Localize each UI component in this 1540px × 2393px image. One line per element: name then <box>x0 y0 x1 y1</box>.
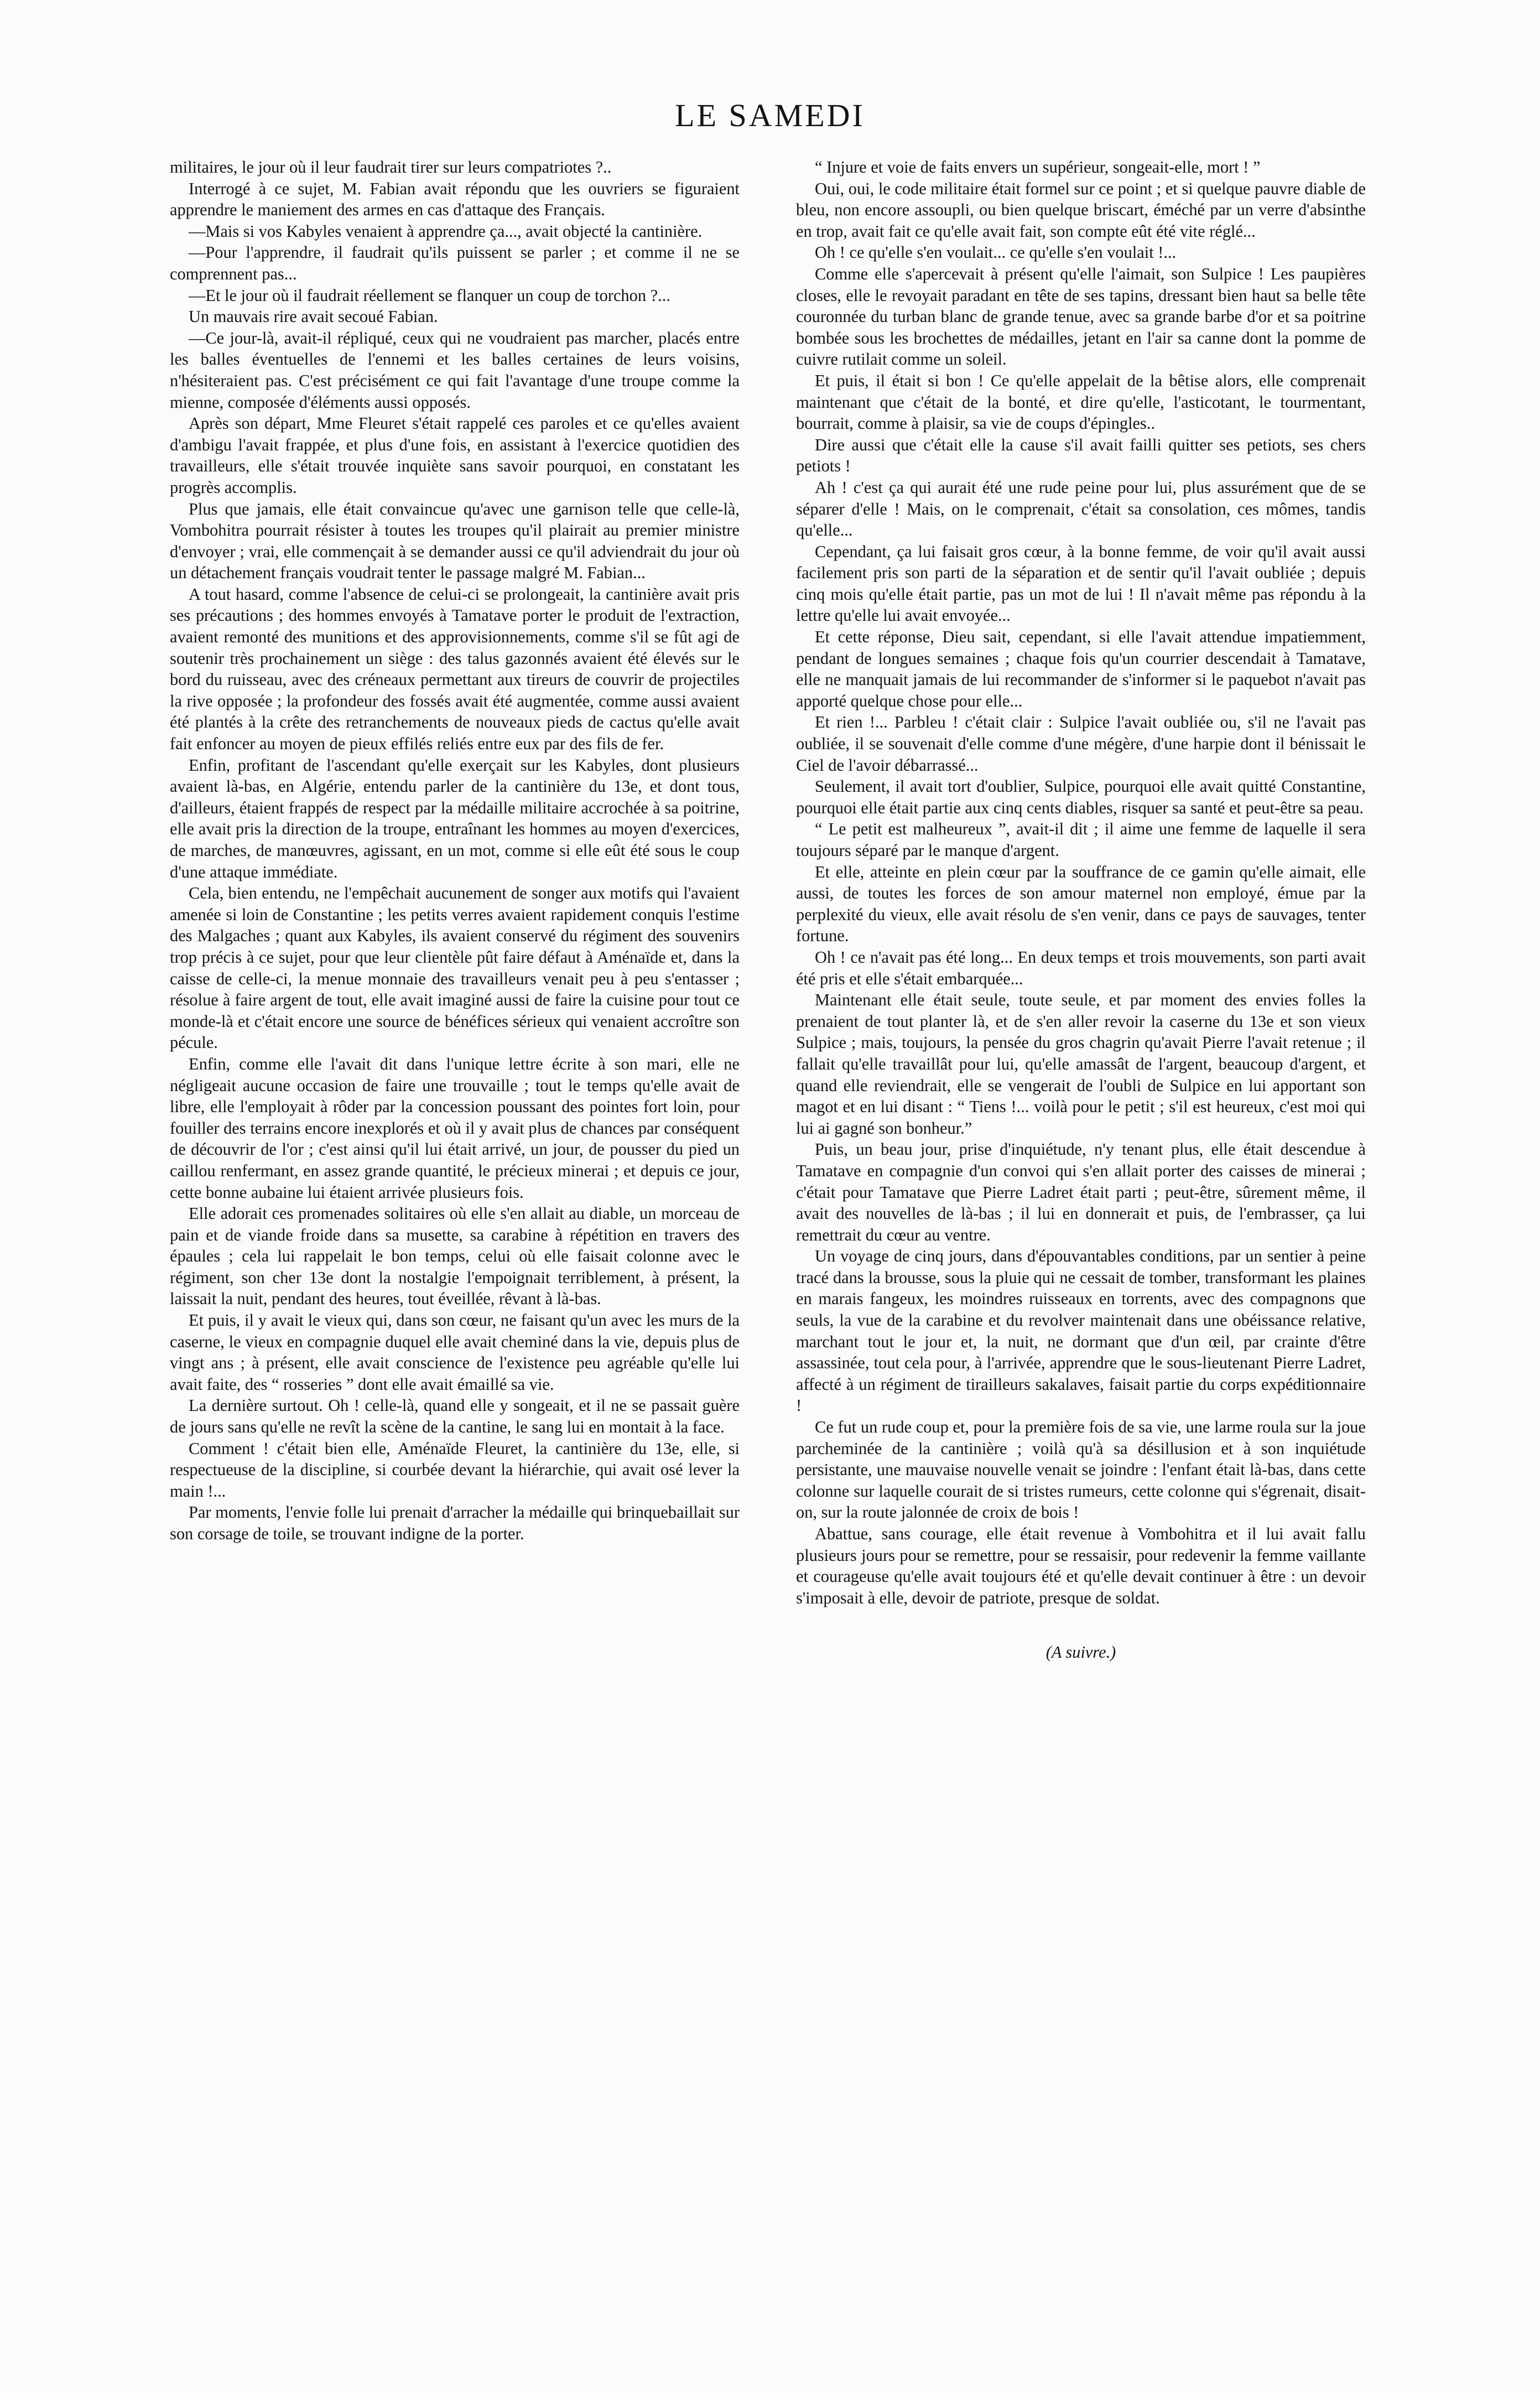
paragraph: Un mauvais rire avait secoué Fabian. <box>189 307 438 326</box>
paragraph: Et puis, il était si bon ! Ce qu'elle appelait de la bêtise alors, elle comprenait maintenant que c'était de la bonté, et dire qu'elle, l'asticotant, le tourmentant, bourrait, comme à plaisir, sa vie de coups d'épingles.. <box>796 371 1366 433</box>
paragraph: La dernière surtout. Oh ! celle-là, quand elle y songeait, et il ne se passait guère de jours sans qu'elle ne revît la scène de la cantine, le sang lui en montait à la face. <box>170 1396 740 1437</box>
paragraph: militaires, le jour où il leur faudrait tirer sur leurs compatriotes ?.. <box>170 158 612 177</box>
paragraph: Elle adorait ces promenades solitaires où elle s'en allait au diable, un morceau de pain et de viande froide dans sa musette, sa carabine à répétition en travers des épaules ; cela lui rappelait le bon temps, celui où elle faisait colonne avec le régiment, son cher 13e dont la nostalgie l'empoignait terriblement, à présent, la laissait la nuit, pendant des heures, tout éveillée, rêvant à là-bas. <box>170 1204 740 1309</box>
paragraph: Et puis, il y avait le vieux qui, dans son cœur, ne faisant qu'un avec les murs de la caserne, le vieux en compagnie duquel elle avait cheminé dans la vie, depuis plus de vingt ans ; à présent, elle avait conscience de l'existence peu agréable qu'elle lui avait faite, des “ rosseries ” dont elle avait émaillé sa vie. <box>170 1311 740 1394</box>
paragraph: Oh ! ce qu'elle s'en voulait... ce qu'elle s'en voulait !... <box>815 243 1177 262</box>
paragraph: Et rien !... Parbleu ! c'était clair : Sulpice l'avait oubliée ou, s'il ne l'avait pas oubliée, il se souvenait d'elle comme d'une mégère, d'une harpie dont il bénissait le Ciel de l'avoir débarrassé... <box>796 713 1366 775</box>
paragraph: Maintenant elle était seule, toute seule, et par moment des envies folles la prenaient de tout planter là, et de s'en aller revoir la caserne du 13e et son vieux Sulpice ; mais, toujours, la pensée du gros chagrin qu'avait Pierre l'avait retenue ; il fallait qu'elle travaillât pour lui, qu'elle amassât de l'argent, beaucoup d'argent, et quand elle reviendrait, elle se vengerait de l'oubli de Sulpice en lui apportant son magot et en lui disant : “ Tiens !... voilà pour le petit ; s'il est heureux, c'est moi qui lui ai gagné son bonheur.” <box>796 990 1366 1138</box>
paragraph: Dire aussi que c'était elle la cause s'il avait failli quitter ses petiots, ses chers petiots ! <box>796 435 1366 476</box>
paragraph: Interrogé à ce sujet, M. Fabian avait répondu que les ouvriers se figuraient apprendre le maniement des armes en cas d'attaque des Français. <box>170 179 740 220</box>
left-column <box>170 157 740 2292</box>
paragraph: Enfin, profitant de l'ascendant qu'elle exerçait sur les Kabyles, dont plusieurs avaient là-bas, en Algérie, entendu parler de la cantinière du 13e, et dont tous, d'ailleurs, étaient frappés de respect par la médaille militaire accrochée à sa poitrine, elle avait pris la direction de la troupe, entraînant les hommes au moyen d'exercices, de marches, de manœuvres, agissant, en un mot, comme si elle eût été sous le coup d'une attaque immédiate. <box>170 755 740 881</box>
paragraph: Ce fut un rude coup et, pour la première fois de sa vie, une larme roula sur la joue parcheminée de la cantinière ; voilà qu'à sa désillusion et à son inquiétude persistante, une mauvaise nouvelle venait se joindre : l'enfant était là-bas, dans cette colonne sur laquelle courait de si tristes rumeurs, cette colonne qui s'égrenait, disait-on, sur la route jalonnée de croix de bois ! <box>796 1418 1366 1522</box>
paragraph: —Et le jour où il faudrait réellement se flanquer un coup de torchon ?... <box>189 286 670 305</box>
paragraph: A tout hasard, comme l'absence de celui-ci se prolongeait, la cantinière avait pris ses précautions ; des hommes envoyés à Tamatave porter le produit de l'extraction, avaient remonté des munitions et des approvisionnements, comme s'il se fût agi de soutenir très prochainement un siège : des talus gazonnés avaient été élevés sur le bord du ruisseau, avec des créneaux permettant aux tireurs de couvrir de projectiles la rive opposée ; la profondeur des fossés avait été augmentée, comme aussi avaient été plantés à la crête des retranchements de nouveaux pieds de cactus qu'elle avait fait enfoncer au moyen de pieux effilés reliés entre eux par des fils de fer. <box>170 584 740 754</box>
paragraph: “ Le petit est malheureux ”, avait-il dit ; il aime une femme de laquelle il sera toujours séparé par le manque d'argent. <box>796 819 1366 860</box>
paragraph: Et cette réponse, Dieu sait, cependant, si elle l'avait attendue impatiemment, pendant de longues semaines ; chaque fois qu'un courrier descendait à Tamatave, elle ne manquait jamais de lui recommander de s'informer si le paquebot n'avait pas apporté quelque chose pour elle... <box>796 627 1366 710</box>
paragraph: Oui, oui, le code militaire était formel sur ce point ; et si quelque pauvre diable de bleu, non encore assoupli, ou bien quelque briscart, éméché par un verre d'absinthe en trop, avait fait ce qu'elle avait fait, son compte eût été vite réglé... <box>796 179 1366 241</box>
paragraph: Enfin, comme elle l'avait dit dans l'unique lettre écrite à son mari, elle ne négligeait aucune occasion de faire une trouvaille ; tout le temps qu'elle avait de libre, elle l'employait à rôder par la concession poussant des pointes fort loin, pour fouiller des terrains encore inexplorés et où il y avait plus de chances par conséquent de découvrir de l'or ; c'est ainsi qu'il lui était arrivé, un jour, de pousser du pied un caillou renfermant, en assez grande quantité, le précieux minerai ; et depuis ce jour, cette bonne aubaine lui étaient arrivée plusieurs fois. <box>170 1054 740 1202</box>
paragraph: Cela, bien entendu, ne l'empêchait aucunement de songer aux motifs qui l'avaient amenée si loin de Constantine ; les petits verres avaient rapidement conquis l'estime des Malgaches ; quant aux Kabyles, ils avaient conservé du régiment des souvenirs trop précis à ce sujet, pour que leur clientèle pût faire défaut à Aménaïde et, dans la caisse de celle-ci, la menue monnaie des travailleurs venait peu à peu s'entasser ; résolue à faire argent de tout, elle avait imaginé aussi de faire la cuisine pour tout ce monde-là et c'était encore une source de bénéfices sérieux qui venaient accroître son pécule. <box>170 884 740 1052</box>
paragraph: —Pour l'apprendre, il faudrait qu'ils puissent se parler ; et comme il ne se comprennent pas... <box>170 243 740 283</box>
paragraph: Ah ! c'est ça qui aurait été une rude peine pour lui, plus assurément que de se séparer d'elle ! Mais, on le comprenait, c'était sa consolation, ces mômes, tandis qu'elle... <box>796 477 1366 540</box>
paragraph: Oh ! ce n'avait pas été long... En deux temps et trois mouvements, son parti avait été pris et elle s'était embarquée... <box>796 947 1366 988</box>
paragraph: —Ce jour-là, avait-il répliqué, ceux qui ne voudraient pas marcher, placés entre les balles éventuelles de l'ennemi et les balles certaines de leurs voisins, n'hésiteraient pas. C'est précisément ce qui fait l'avantage d'une troupe comme la mienne, composée d'éléments aussi opposés. <box>170 328 740 412</box>
paragraph: Abattue, sans courage, elle était revenue à Vombohitra et il lui avait fallu plusieurs jours pour se remettre, pour se ressaisir, pour redevenir la femme vaillante et courageuse qu'elle avait toujours été et qu'elle devait continuer à être : un devoir s'imposait à elle, devoir de patriote, presque de soldat. <box>796 1524 1366 1607</box>
paragraph: Par moments, l'envie folle lui prenait d'arracher la médaille qui brinquebaillait sur son corsage de toile, se trouvant indigne de la porter. <box>170 1503 740 1543</box>
paragraph: Plus que jamais, elle était convaincue qu'avec une garnison telle que celle-là, Vombohitra pourrait résister à toutes les troupes qu'il plairait au premier ministre d'envoyer ; vrai, elle commençait à se demander aussi ce qu'il adviendrait du jour où un détachement français voudrait tenter le passage malgré M. Fabian... <box>170 499 740 583</box>
paragraph: Cependant, ça lui faisait gros cœur, à la bonne femme, de voir qu'il avait aussi facilement pris son parti de la séparation et de sentir qu'il l'avait oubliée ; depuis cinq mois qu'elle était partie, pas un mot de lui ! Il n'avait même pas répondu à la lettre qu'elle lui avait envoyée... <box>796 542 1366 625</box>
paragraph: Après son départ, Mme Fleuret s'était rappelé ces paroles et ce qu'elles avaient d'ambigu l'avait frappée, et plus d'une fois, en assistant à l'exercice quotidien des travailleurs, elle s'était trouvée inquiète sans savoir pourquoi, en constatant les progrès accomplis. <box>170 414 740 497</box>
paragraph: —Mais si vos Kabyles venaient à apprendre ça..., avait objecté la cantinière. <box>189 221 703 241</box>
paragraph: Puis, un beau jour, prise d'inquiétude, n'y tenant plus, elle était descendue à Tamatave en compagnie d'un convoi qui s'en allait porter des caisses de minerai ; c'était pour Tamatave que Pierre Ladret était parti ; peut-être, sûrement même, il avait des nouvelles de là-bas ; il lui en donnerait et puis, de l'embrasser, ça lui remettrait du cœur au ventre. <box>796 1140 1366 1244</box>
right-column <box>796 157 1366 2292</box>
paragraph: Un voyage de cinq jours, dans d'épouvantables conditions, par un sentier à peine tracé dans la brousse, sous la pluie qui ne cessait de tomber, transformant les plaines en marais fangeux, les moindres ruisseaux en torrents, avec des compagnons que seuls, la vue de la carabine et du revolver maintenait dans une obéissance relative, marchant tout le jour et, la nuit, ne dormant que d'un œil, par crainte d'être assassinée, tout cela pour, à l'arrivée, apprendre que le sous-lieutenant Pierre Ladret, affecté à un régiment de tirailleurs sakalaves, faisait partie du corps expéditionnaire ! <box>796 1247 1366 1415</box>
continuation-note: (A suivre.) <box>1045 1643 1116 1662</box>
page-header: LE SAMEDI <box>675 97 865 133</box>
paragraph: Comment ! c'était bien elle, Aménaïde Fleuret, la cantinière du 13e, elle, si respectueuse de la discipline, si courbée devant la hiérarchie, qui avait osé lever la main !... <box>170 1439 740 1501</box>
paragraph: “ Injure et voie de faits envers un supérieur, songeait-elle, mort ! ” <box>815 158 1261 177</box>
paragraph: Seulement, il avait tort d'oublier, Sulpice, pourquoi elle avait quitté Constantine, pourquoi elle était partie aux cinq cents diables, risquer sa santé et peut-être sa peau. <box>796 777 1366 817</box>
paragraph: Comme elle s'apercevait à présent qu'elle l'aimait, son Sulpice ! Les paupières closes, elle le revoyait paradant en tête de ses tapins, dressant bien haut sa belle tête couronnée du turban blanc de grande tenue, avec sa grande barbe d'or et sa poitrine bombée sous les brochettes de médailles, jetant en l'air sa canne dont la pomme de cuivre rutilait comme un soleil. <box>796 264 1366 369</box>
paragraph: Et elle, atteinte en plein cœur par la souffrance de ce gamin qu'elle aimait, elle aussi, de toutes les forces de son amour maternel non employé, émue par la perplexité du vieux, elle avait résolu de s'en venir, dans ce pays de sauvages, tenter fortune. <box>796 862 1366 946</box>
